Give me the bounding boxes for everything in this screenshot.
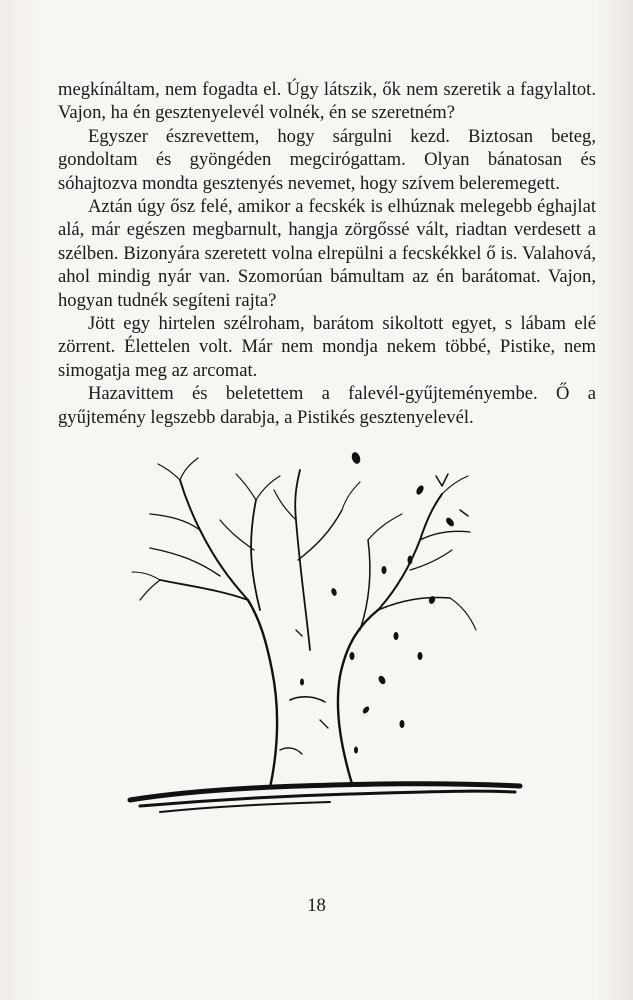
- paragraph-2: Egyszer észrevettem, hogy sárgulni kezd. Biztosan beteg, gondoltam és gyöngéden megcirógattam. Olyan bánatosan és sóhajtozva mondta gesztenyés nevemet, hogy szívem beleremegett.: [58, 125, 596, 194]
- paragraph-5: Hazavittem és beletettem a falevél-gyűjteményembe. Ő a gyűjtemény legszebb darabja, a Pistikés gesztenyelevél.: [58, 383, 596, 428]
- paragraph-1: megkínáltam, nem fogadta el. Úgy látszik, ők nem szeretik a fagylaltot. Vajon, ha én gesztenyelevél volnék, én se szeretném?: [58, 79, 596, 124]
- paragraph-4: Jött egy hirtelen szélroham, barátom sikoltott egyet, s lábam elé zörrent. Élettelen volt. Már nem mondja nekem többé, Pistike, nem simogatja meg az arcomat.: [58, 313, 596, 381]
- body-text: [58, 78, 596, 429]
- page-number: 18: [307, 895, 326, 916]
- tree-illustration: [120, 450, 540, 830]
- paragraph-3: Aztán úgy ősz felé, amikor a fecskék is elhúznak melegebb éghajlat alá, már egészen megbarnult, hangja zörgőssé vált, riadtan verdesett a szélben. Bizonyára szeretett volna elrepülni a fecskékkel ő is. Valahová, ahol mindig nyár van. Szomorúan bámultam az én barátomat. Vajon, hogyan tudnék segíteni rajta?: [58, 196, 596, 311]
